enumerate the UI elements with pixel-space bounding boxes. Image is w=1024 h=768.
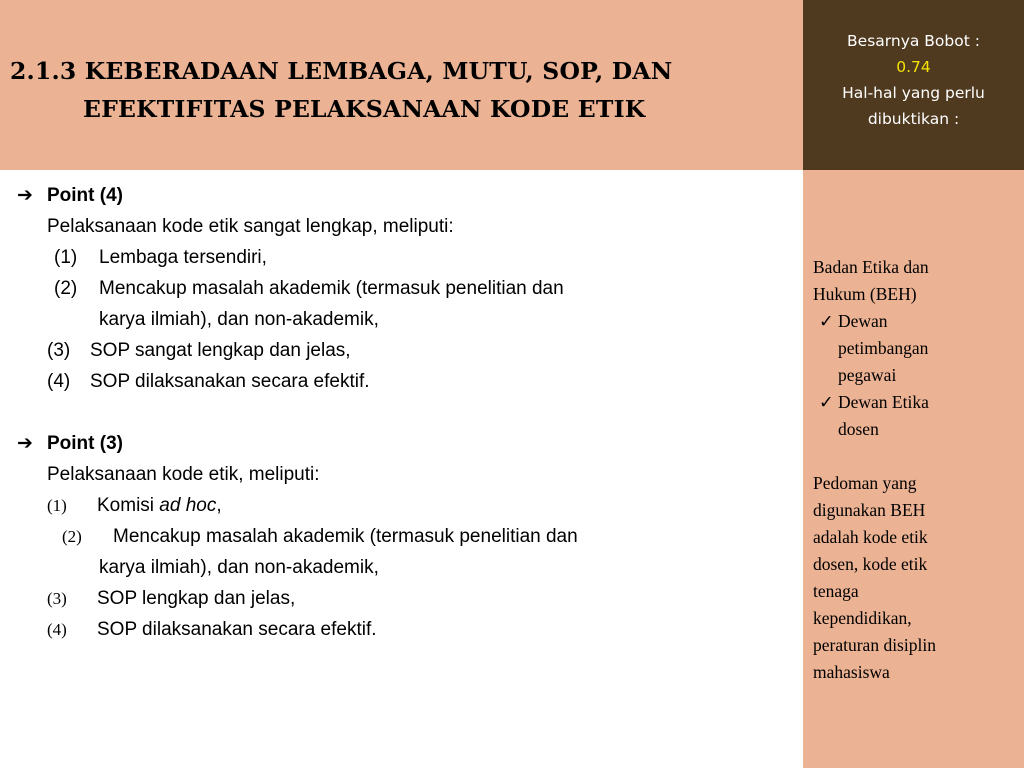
check-item: ✓ Dewan Etika dosen bbox=[813, 389, 1012, 443]
weight-value: 0.74 bbox=[896, 58, 931, 76]
right-arrow-icon: ➔ bbox=[17, 185, 33, 206]
slide-title bbox=[10, 52, 790, 128]
header-band bbox=[0, 0, 803, 170]
list-item: (3) SOP lengkap dan jelas, bbox=[47, 588, 296, 609]
list-item: (2) Mencakup masalah akademik (termasuk penelitian dan bbox=[54, 278, 564, 299]
list-item: (1) Komisi ad hoc, bbox=[47, 495, 222, 516]
point4-intro: Pelaksanaan kode etik sangat lengkap, meliputi: bbox=[47, 216, 454, 237]
check-item: ✓ Dewan petimbangan pegawai bbox=[813, 308, 1012, 389]
list-item-continuation: karya ilmiah), dan non-akademik, bbox=[99, 557, 379, 578]
evidence-label-line-1: Hal-hal yang perlu bbox=[842, 84, 985, 102]
list-item: (4) SOP dilaksanakan secara efektif. bbox=[47, 371, 370, 392]
weight-label: Besarnya Bobot : bbox=[847, 32, 980, 50]
evidence-label-line-2: dibuktikan : bbox=[867, 110, 960, 128]
list-item-continuation: karya ilmiah), dan non-akademik, bbox=[99, 309, 379, 330]
body-name-line-2: Hukum (BEH) bbox=[813, 284, 917, 304]
list-item: (2) Mencakup masalah akademik (termasuk penelitian dan bbox=[62, 526, 578, 547]
point4-heading: Point (4) bbox=[47, 185, 123, 206]
list-item: (3) SOP sangat lengkap dan jelas, bbox=[47, 340, 351, 361]
title-line-2: EFEKTIFITAS PELAKSANAAN KODE ETIK bbox=[83, 95, 646, 123]
evidence-sidebar bbox=[803, 170, 1024, 768]
point3-heading: Point (3) bbox=[47, 433, 123, 454]
right-arrow-icon: ➔ bbox=[17, 433, 33, 454]
italic-ad-hoc: ad hoc bbox=[159, 495, 217, 516]
list-item: (4) SOP dilaksanakan secara efektif. bbox=[47, 619, 377, 640]
criteria-content bbox=[0, 180, 800, 645]
body-name-line-1: Badan Etika dan bbox=[813, 257, 929, 277]
checkmark-icon: ✓ bbox=[819, 392, 834, 412]
weight-box bbox=[803, 0, 1024, 170]
point3-intro: Pelaksanaan kode etik, meliputi: bbox=[47, 464, 320, 485]
guideline-text: Pedoman yang digunakan BEH adalah kode etik dosen, kode etik tenaga kependidikan, peraturan disiplin mahasiswa bbox=[813, 473, 936, 682]
title-line-1: 2.1.3 KEBERADAAN LEMBAGA, MUTU, SOP, DAN bbox=[10, 57, 673, 85]
check-list bbox=[813, 308, 1012, 443]
list-item: (1) Lembaga tersendiri, bbox=[54, 247, 267, 268]
checkmark-icon: ✓ bbox=[819, 311, 834, 331]
